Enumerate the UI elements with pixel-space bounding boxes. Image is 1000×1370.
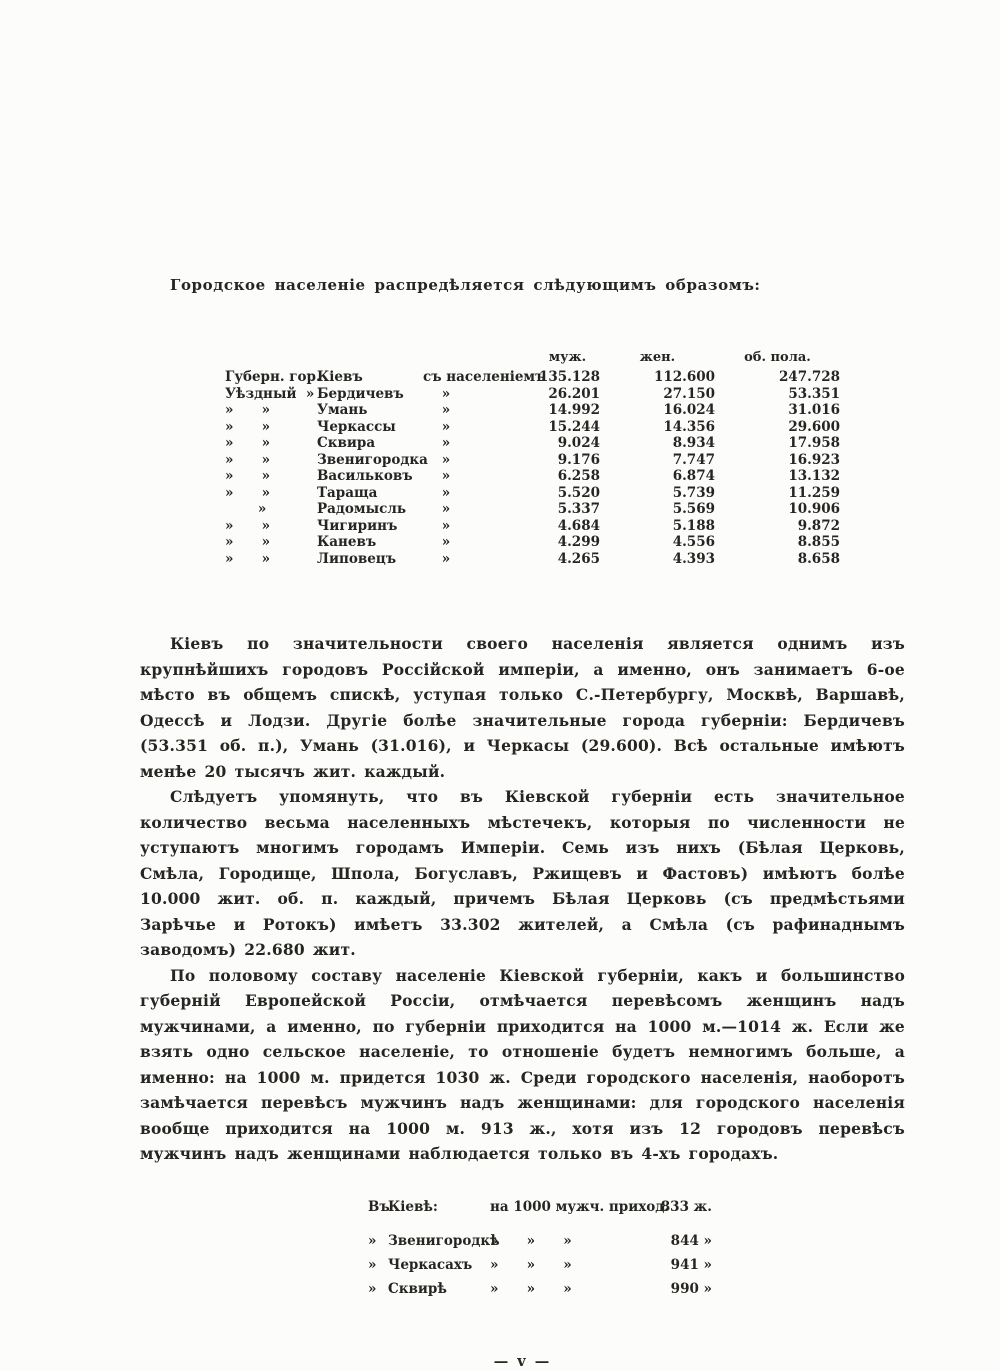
table-row	[225, 419, 905, 436]
male-value: 6.258	[557, 468, 600, 484]
table-row	[225, 386, 905, 403]
page-number: — v —	[493, 1352, 552, 1370]
col-header-male: муж.	[548, 350, 587, 365]
total-value: 9.872	[797, 517, 840, 534]
ratio-phrase: » » »	[490, 1232, 572, 1249]
female-value: 4.393	[672, 550, 715, 567]
paragraph-mestechki: Слѣдуетъ упомянуть, что въ Кіевской губерніи есть значительное количество весьма населенныхъ мѣстечекъ, которыя по численности не уступаютъ многимъ городамъ Имперіи. Семь изъ нихъ (Бѣлая Церковь, Смѣла, Городище, Шпола, Богуславъ, Ржищевъ и Фастовъ) имѣютъ болѣе 10.000 жит. об. п. каждый, причемъ Бѣлая Церковь (съ предмѣстьями Зарѣчье и Ротокъ) имѣетъ 33.302 жителей, а Смѣла (съ рафинаднымъ заводомъ) 22.680 жит.	[140, 787, 905, 959]
ditto-mark: »	[423, 534, 451, 550]
table-row	[225, 468, 905, 485]
ratio-phrase: » » »	[490, 1280, 572, 1297]
row-type-label: » »	[225, 517, 271, 534]
ratio-row	[368, 1195, 905, 1219]
male-value: 135.128	[538, 369, 600, 385]
ratio-value: 990 »	[670, 1280, 712, 1297]
city-name: Чигиринъ	[317, 517, 398, 534]
total-value: 8.855	[797, 534, 840, 550]
ditto-mark: съ населеніемъ	[423, 369, 546, 385]
male-value: 4.299	[557, 534, 600, 550]
ratio-value: 941 »	[670, 1256, 712, 1273]
total-value: 17.958	[788, 435, 840, 451]
city-name: Каневъ	[317, 534, 377, 550]
ratio-row	[368, 1277, 905, 1301]
place-name: Черкасахъ	[388, 1256, 473, 1273]
table-row	[225, 501, 905, 518]
place-name: Звенигородкѣ	[388, 1232, 500, 1249]
ditto-mark: »	[423, 501, 451, 517]
female-value: 6.874	[672, 468, 715, 484]
paragraph-kiev-rank: Кіевъ по значительности своего населенія является однимъ изъ крупнѣйшихъ городовъ Россійской имперіи, а именно, онъ занимаетъ 6-ое мѣсто въ общемъ спискѣ, уступая только С.-Петербургу, Москвѣ, Варшавѣ, Одессѣ и Лодзи. Другіе болѣе значительные города губерніи: Бердичевъ (53.351 об. п.), Умань (31.016), и Черкасы (29.600). Всѣ остальные имѣютъ менѣе 20 тысячъ жит. каждый.	[140, 634, 905, 781]
total-value: 29.600	[788, 418, 840, 435]
table-row	[225, 369, 905, 386]
population-table-body	[225, 369, 905, 567]
place-name: Сквирѣ	[388, 1280, 447, 1297]
female-value: 7.747	[672, 451, 715, 468]
city-name: Липовецъ	[317, 550, 397, 567]
ratio-phrase: на 1000 мужч. приход.	[490, 1198, 669, 1215]
total-value: 13.132	[788, 468, 840, 484]
sex-ratio-table	[368, 1195, 905, 1301]
ratio-phrase: » » »	[490, 1256, 572, 1273]
female-value: 16.024	[663, 402, 715, 418]
ratio-value: 833 ж.	[660, 1198, 712, 1215]
city-name: Васильковъ	[317, 468, 413, 484]
body-text	[140, 631, 905, 1167]
row-type-label: Губерн. гор.	[225, 369, 321, 385]
male-value: 5.520	[557, 484, 600, 501]
row-type-label: » »	[225, 435, 271, 451]
male-value: 4.265	[557, 550, 600, 567]
row-type-label: » »	[225, 402, 271, 418]
male-value: 9.024	[557, 435, 600, 451]
total-value: 8.658	[797, 550, 840, 567]
total-value: 31.016	[788, 402, 840, 418]
col-header-total: об. пола.	[744, 350, 811, 365]
row-type-label: » »	[225, 451, 271, 468]
row-type-label: » »	[225, 468, 271, 484]
total-value: 16.923	[788, 451, 840, 468]
row-type-label: » »	[225, 418, 271, 435]
ratio-value: 844 »	[670, 1232, 712, 1249]
ditto-lead: Въ	[368, 1198, 390, 1215]
row-type-label: » »	[225, 534, 271, 550]
population-table-header	[225, 350, 905, 365]
city-name: Кіевъ	[317, 369, 363, 385]
female-value: 27.150	[663, 385, 715, 402]
table-row	[225, 518, 905, 535]
ditto-mark: »	[423, 435, 451, 451]
table-row	[225, 452, 905, 469]
ditto-mark: »	[423, 385, 451, 402]
table-row	[225, 435, 905, 452]
ditto-mark: »	[423, 517, 451, 534]
table-row	[225, 402, 905, 419]
total-value: 53.351	[788, 385, 840, 402]
row-type-label: »	[225, 501, 267, 517]
female-value: 14.356	[663, 418, 715, 435]
sex-ratio-table-body	[368, 1195, 905, 1301]
city-name: Звенигородка	[317, 451, 428, 468]
city-name: Умань	[317, 402, 368, 418]
ratio-row	[368, 1253, 905, 1277]
paragraph-sex-ratio: По половому составу населеніе Кіевской губерніи, какъ и большинство губерній Европейской Россіи, отмѣчается перевѣсомъ женщинъ надъ мужчинами, а именно, по губерніи приходится на 1000 м.—1014 ж. Если же взять одно сельское населеніе, то отношеніе будетъ немногимъ больше, а именно: на 1000 м. придется 1030 ж. Среди городского населенія, наоборотъ замѣчается перевѣсъ мужчинъ надъ женщинами: для городского населенія вообще приходится на 1000 м. 913 ж., хотя изъ 12 городовъ перевѣсъ мужчинъ надъ женщинами наблюдается только въ 4-хъ городахъ.	[140, 965, 905, 1163]
female-value: 5.188	[672, 517, 715, 534]
ditto-lead: »	[368, 1280, 377, 1297]
ditto-mark: »	[423, 550, 451, 567]
table-row	[225, 534, 905, 551]
row-type-label: » »	[225, 484, 271, 501]
city-name: Черкассы	[317, 418, 396, 435]
city-name: Сквира	[317, 435, 376, 451]
male-value: 14.992	[548, 402, 600, 418]
ditto-mark: »	[423, 418, 451, 435]
male-value: 15.244	[548, 418, 600, 435]
ratio-row	[368, 1229, 905, 1253]
table-row	[225, 485, 905, 502]
table-row	[225, 551, 905, 568]
ditto-lead: »	[368, 1256, 377, 1273]
ditto-lead: »	[368, 1232, 377, 1249]
total-value: 11.259	[788, 484, 840, 501]
female-value: 5.569	[672, 501, 715, 517]
col-header-female: жен.	[639, 350, 676, 365]
total-value: 247.728	[778, 369, 840, 385]
female-value: 5.739	[672, 484, 715, 501]
intro-line: Городское населеніе распредѣляется слѣдующимъ образомъ:	[170, 276, 761, 294]
city-name: Тараща	[317, 484, 378, 501]
row-type-label: Уѣздный »	[225, 385, 315, 402]
male-value: 4.684	[557, 517, 600, 534]
ditto-mark: »	[423, 484, 451, 501]
ditto-mark: »	[423, 468, 451, 484]
total-value: 10.906	[788, 501, 840, 517]
female-value: 112.600	[653, 369, 715, 385]
ditto-mark: »	[423, 451, 451, 468]
male-value: 5.337	[557, 501, 600, 517]
ditto-mark: »	[423, 402, 451, 418]
female-value: 8.934	[672, 435, 715, 451]
place-name: Кіевѣ:	[388, 1198, 438, 1215]
city-name: Радомысль	[317, 501, 407, 517]
male-value: 26.201	[548, 385, 600, 402]
city-name: Бердичевъ	[317, 385, 404, 402]
male-value: 9.176	[557, 451, 600, 468]
female-value: 4.556	[672, 534, 715, 550]
row-type-label: » »	[225, 550, 271, 567]
population-table	[225, 350, 905, 567]
